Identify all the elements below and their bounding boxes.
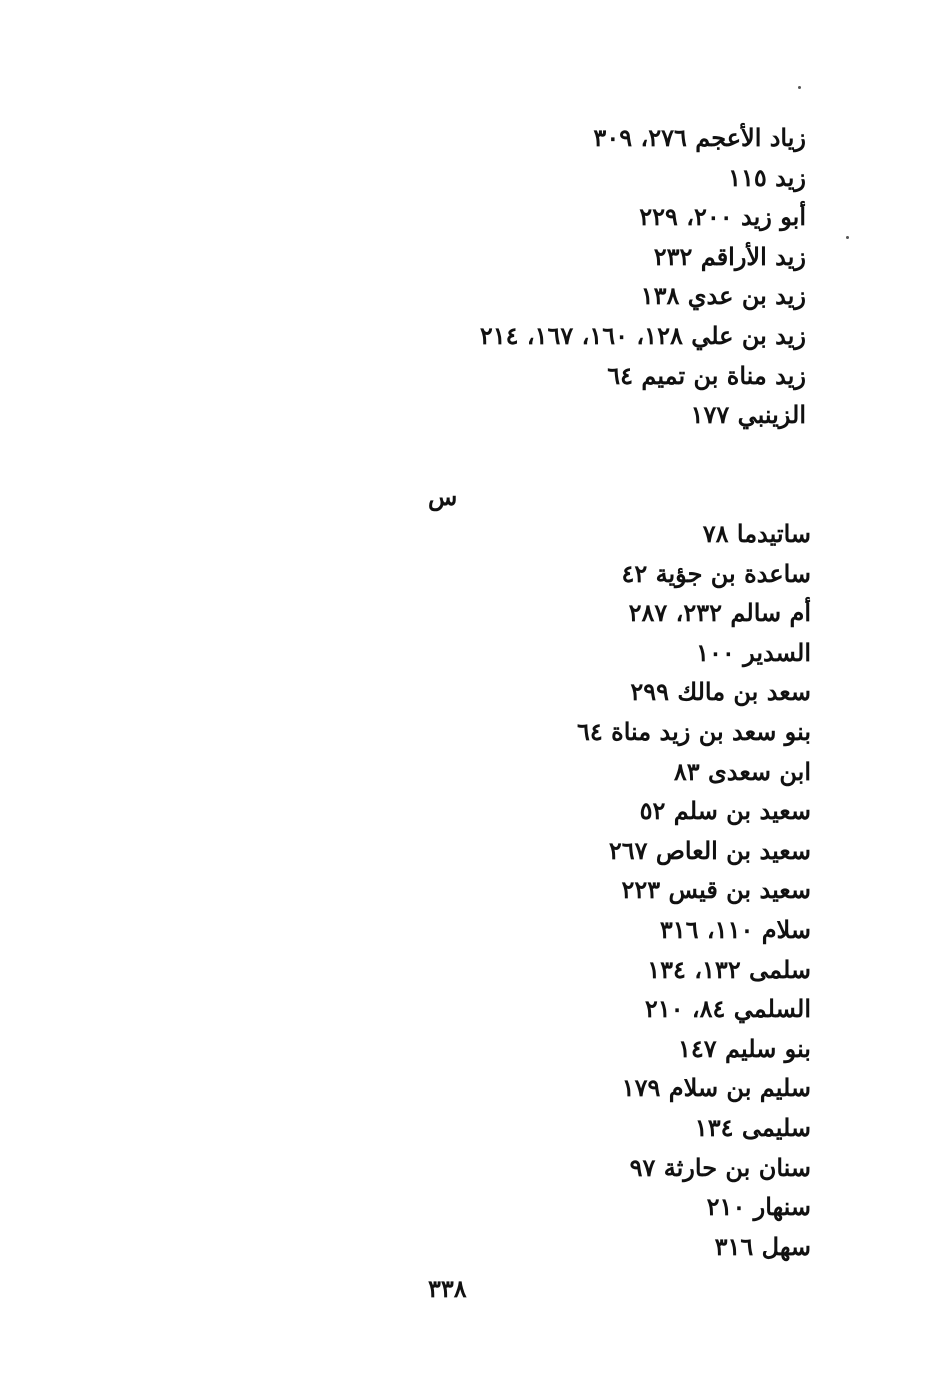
index-entry: سعد بن مالك ٢٩٩ [630,677,811,707]
index-entry: سعيد بن قيس ٢٢٣ [621,875,811,905]
index-entry: سعيد بن سلم ٥٢ [639,796,811,826]
index-entry: السلمي ٨٤، ٢١٠ [644,994,811,1024]
index-entry: زيد بن علي ١٢٨، ١٦٠، ١٦٧، ٢١٤ [479,320,806,350]
index-entry: زيد الأراقم ٢٣٢ [653,241,806,271]
index-entry: ابن سعدى ٨٣ [673,756,811,786]
index-entry: زيد ١١٥ [728,162,806,192]
index-entry: سلام ١١٠، ٣١٦ [659,914,811,944]
index-entry: سهل ٣١٦ [714,1231,811,1261]
index-entry: أم سالم ٢٣٢، ٢٨٧ [628,598,811,628]
dust-speck [846,236,849,239]
index-entry: زيد بن عدي ١٣٨ [640,281,806,311]
index-entry: سنهار ٢١٠ [706,1192,811,1222]
index-entry: بنو سعد بن زيد مناة ٦٤ [577,716,811,746]
index-entry: أبو زيد ٢٠٠، ٢٢٩ [639,202,806,232]
index-entry: بنو سليم ١٤٧ [678,1033,811,1063]
index-entry: سعيد بن العاص ٢٦٧ [608,835,811,865]
index-entry: ساتيدما ٧٨ [702,519,811,548]
index-entry: ساعدة بن جؤية ٤٢ [621,558,811,588]
index-entry: زياد الأعجم ٢٧٦، ٣٠٩ [593,123,806,152]
section-heading-letter: س [428,482,458,511]
index-entry: سلمى ١٣٢، ١٣٤ [647,954,811,984]
index-block-zay [480,118,806,435]
index-entry: سنان بن حارثة ٩٧ [629,1152,811,1182]
dust-speck [798,86,801,89]
index-block-sin [577,514,811,1266]
index-entry: زيد مناة بن تميم ٦٤ [607,360,806,390]
index-entry: سليمى ١٣٤ [694,1112,811,1142]
index-entry: سليم بن سلام ١٧٩ [621,1073,811,1103]
index-entry: الزينبي ١٧٧ [690,400,806,430]
page-number: ٣٣٨ [428,1274,467,1303]
index-entry: السدير ١٠٠ [696,637,811,667]
